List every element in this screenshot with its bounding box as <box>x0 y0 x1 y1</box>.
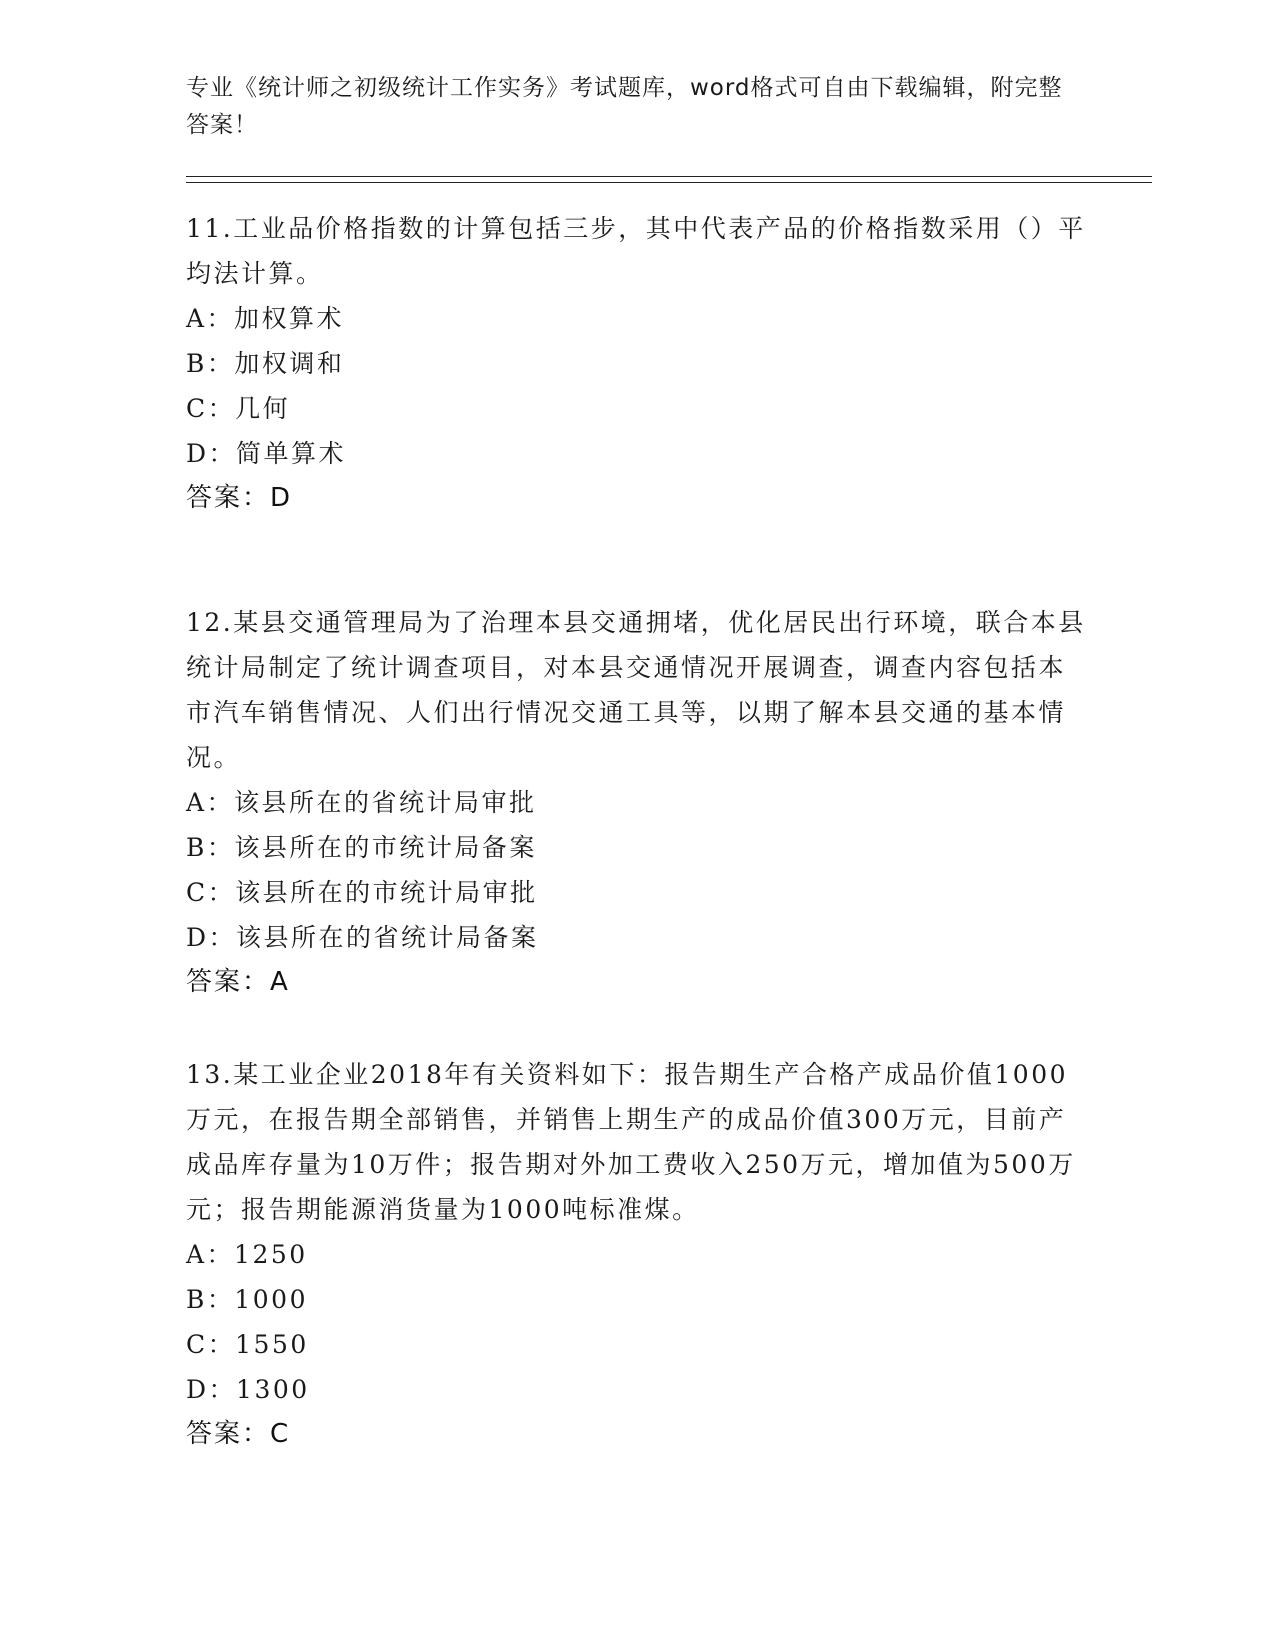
question-11 <box>186 206 1086 521</box>
option-b: B：加权调和 <box>186 349 345 378</box>
document-header: 专业《统计师之初级统计工作实务》考试题库，word格式可自由下载编辑，附完整答案！ <box>186 75 1063 138</box>
option-a: A：1250 <box>186 1240 308 1269</box>
question-stem: 13.某工业企业2018年有关资料如下：报告期生产合格产成品价值1000万元，在报告期全部销售，并销售上期生产的成品价值300万元，目前产成品库存量为10万件；报告期对外加工费收入250万元，增加值为500万元；报告期能源消货量为1000吨标准煤。 <box>186 1060 1076 1224</box>
option-b: B：该县所在的市统计局备案 <box>186 833 537 862</box>
option-a: A：该县所在的省统计局审批 <box>186 788 537 817</box>
header-divider-top <box>186 176 1152 177</box>
option-d: D：简单算术 <box>186 439 347 468</box>
option-a: A：加权算术 <box>186 304 345 333</box>
option-d: D：该县所在的省统计局备案 <box>186 923 539 952</box>
option-c: C：该县所在的市统计局审批 <box>186 878 538 907</box>
answer: 答案：C <box>186 1419 291 1449</box>
option-d: D：1300 <box>186 1375 310 1404</box>
answer: 答案：A <box>186 967 290 997</box>
question-stem: 12.某县交通管理局为了治理本县交通拥堵，优化居民出行环境，联合本县统计局制定了统计调查项目，对本县交通情况开展调查，调查内容包括本市汽车销售情况、人们出行情况交通工具等，以期了解本县交通的基本情况。 <box>186 608 1086 772</box>
option-b: B：1000 <box>186 1285 308 1314</box>
answer: 答案：D <box>186 483 293 513</box>
option-c: C：1550 <box>186 1330 309 1359</box>
header-divider-bottom <box>186 182 1152 183</box>
question-13 <box>186 1052 1086 1457</box>
option-c: C：几何 <box>186 394 291 423</box>
question-stem: 11.工业品价格指数的计算包括三步，其中代表产品的价格指数采用（）平均法计算。 <box>186 214 1086 288</box>
question-12 <box>186 600 1086 1005</box>
